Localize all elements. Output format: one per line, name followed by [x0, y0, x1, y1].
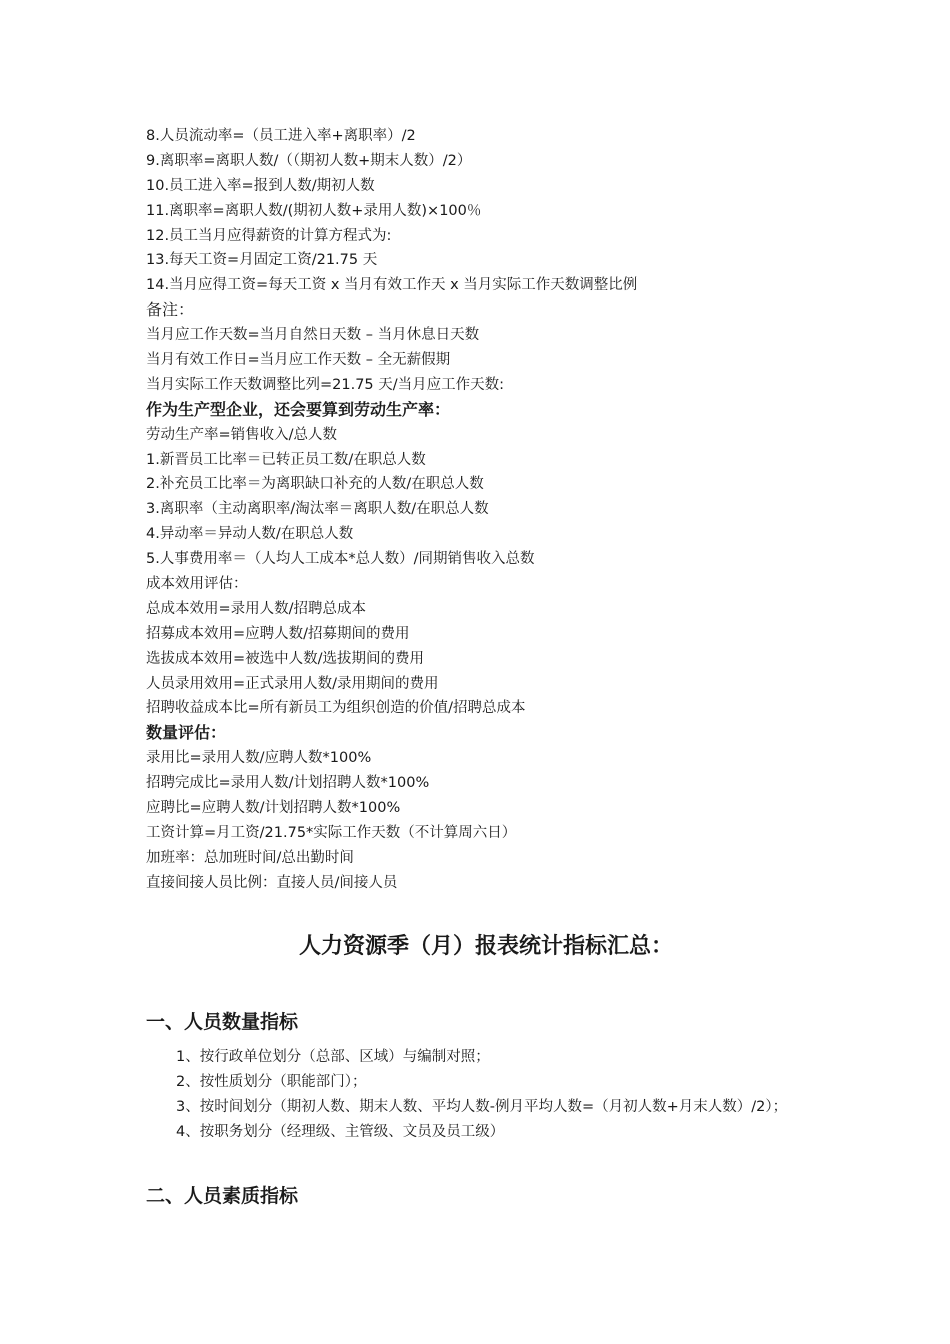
- formula-line: 5.人事费用率＝（人均人工成本*总人数）/同期销售收入总数: [146, 551, 535, 568]
- formula-line: 14.当月应得工资=每天工资 x 当月有效工作天 x 当月实际工作天数调整比例: [146, 277, 638, 294]
- section-heading-quality: 二、人员素质指标: [146, 1185, 299, 1207]
- list-item: 2、按性质划分（职能部门）；: [176, 1074, 367, 1090]
- formula-line: 当月实际工作天数调整比列=21.75 天/当月应工作天数:: [146, 376, 505, 393]
- formula-line: 招聘收益成本比=所有新员工为组织创造的价值/招聘总成本: [146, 700, 526, 717]
- formula-line: 加班率：总加班时间/总出勤时间: [146, 849, 354, 866]
- section-heading-quantity: 一、人员数量指标: [146, 1011, 299, 1033]
- formula-line: 当月有效工作日=当月应工作天数 – 全无薪假期: [146, 352, 451, 369]
- formula-line: 10.员工进入率=报到人数/期初人数: [146, 177, 375, 194]
- formula-line: 总成本效用=录用人数/招聘总成本: [146, 600, 367, 617]
- formula-line: 1.新晋员工比率＝已转正员工数/在职总人数: [146, 451, 426, 468]
- formula-line: 当月应工作天数=当月自然日天数 – 当月休息日天数: [146, 327, 480, 344]
- list-item: 3、按时间划分（期初人数、期末人数、平均人数-例月平均人数=（月初人数+月末人数）/2）；: [176, 1099, 788, 1115]
- formula-line: 3.离职率（主动离职率/淘汰率＝离职人数/在职总人数: [146, 501, 489, 518]
- list-item: 4、按职务划分（经理级、主管级、文员及员工级）: [176, 1124, 505, 1140]
- formula-line: 工资计算=月工资/21.75*实际工作天数（不计算周六日）: [146, 824, 517, 841]
- formula-line: 2.补充员工比率＝为离职缺口补充的人数/在职总人数: [146, 476, 484, 493]
- formula-list: [146, 124, 826, 896]
- list-item: 1、按行政单位划分（总部、区域）与编制对照；: [176, 1049, 490, 1065]
- formula-line: 13.每天工资=月固定工资/21.75 天: [146, 252, 378, 269]
- formula-line: 11.离职率=离职人数/(期初人数+录用人数)×100％: [146, 202, 482, 219]
- formula-line: 应聘比=应聘人数/计划招聘人数*100%: [146, 800, 401, 817]
- formula-line: 选拔成本效用=被选中人数/选拔期间的费用: [146, 650, 425, 667]
- formula-line: 录用比=录用人数/应聘人数*100%: [146, 750, 372, 767]
- formula-line: 劳动生产率=销售收入/总人数: [146, 426, 338, 443]
- formula-line: 12.员工当月应得薪资的计算方程式为:: [146, 227, 392, 244]
- quantity-eval-heading: 数量评估：: [146, 723, 227, 743]
- formula-line: 9.离职率=离职人数/（（期初人数+期末人数）/2）: [146, 152, 472, 169]
- summary-title: 人力资源季（月）报表统计指标汇总：: [298, 934, 673, 959]
- formula-line: 招募成本效用=应聘人数/招募期间的费用: [146, 625, 410, 642]
- formula-line: 直接间接人员比例：直接人员/间接人员: [146, 874, 398, 891]
- formula-line: 招聘完成比=录用人数/计划招聘人数*100%: [146, 775, 430, 792]
- cost-eval-label: 成本效用评估：: [146, 576, 248, 593]
- note-label: 备注：: [146, 300, 195, 320]
- formula-line: 4.异动率＝异动人数/在职总人数: [146, 526, 354, 543]
- productivity-heading: 作为生产型企业，还会要算到劳动生产率：: [146, 399, 451, 419]
- quantity-indicator-list: [146, 1045, 822, 1145]
- formula-line: 8.人员流动率=（员工进入率+离职率）/2: [146, 128, 416, 144]
- formula-line: 人员录用效用=正式录用人数/录用期间的费用: [146, 675, 439, 692]
